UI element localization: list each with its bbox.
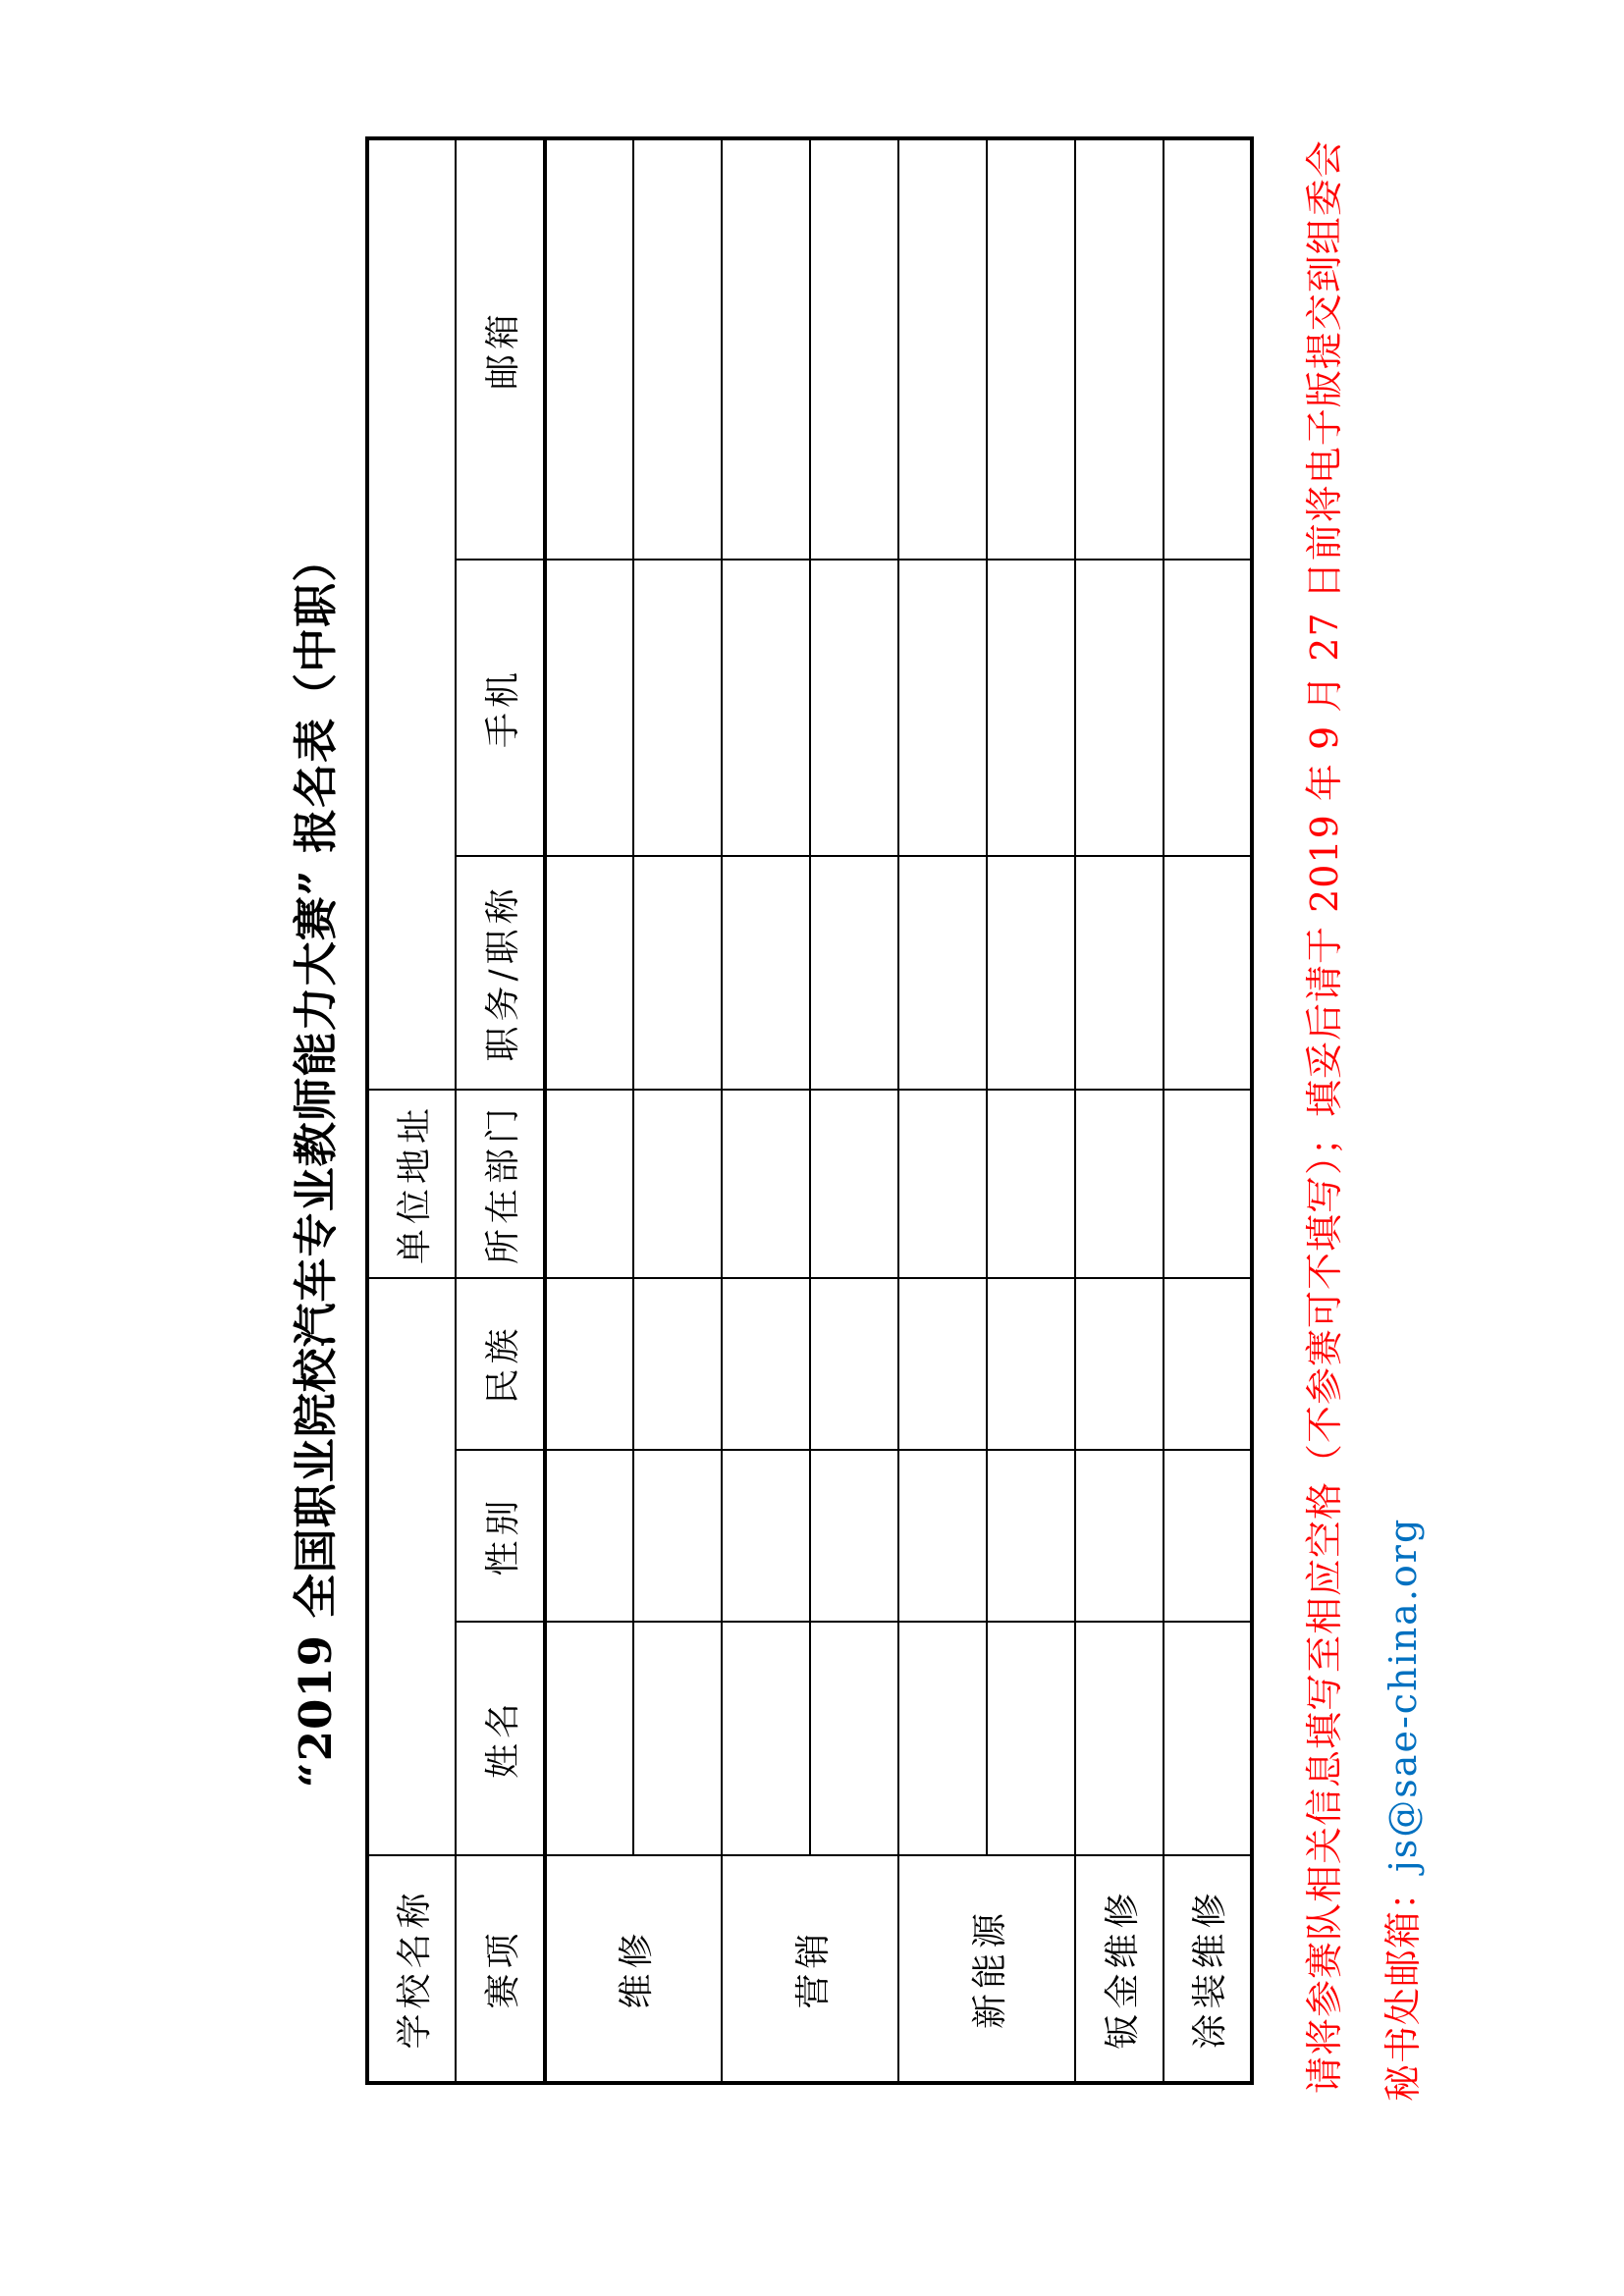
empty-cell bbox=[545, 856, 633, 1090]
note-line-2 bbox=[1380, 1518, 1426, 2102]
unit-address-header: 单位地址 bbox=[367, 1090, 456, 1278]
empty-cell bbox=[898, 1278, 987, 1450]
empty-cell bbox=[1164, 1090, 1252, 1278]
empty-cell bbox=[722, 1450, 810, 1622]
empty-cell bbox=[545, 138, 633, 560]
empty-cell bbox=[722, 1090, 810, 1278]
empty-cell bbox=[633, 560, 722, 856]
registration-table-body bbox=[367, 138, 1252, 2083]
school-name-input-cell bbox=[367, 1278, 456, 1855]
secretariat-mailbox-label: 秘书处邮箱： bbox=[1381, 1871, 1425, 2102]
empty-cell bbox=[1164, 138, 1252, 560]
table-row-sheet-metal bbox=[1075, 138, 1164, 2083]
empty-cell bbox=[1164, 560, 1252, 856]
empty-cell bbox=[633, 1278, 722, 1450]
event-header: 赛项 bbox=[456, 1855, 545, 2083]
category-label-repair: 维修 bbox=[545, 1855, 722, 2083]
school-name-header: 学校名称 bbox=[367, 1855, 456, 2083]
empty-cell bbox=[810, 1278, 898, 1450]
empty-cell bbox=[810, 856, 898, 1090]
empty-cell bbox=[545, 560, 633, 856]
empty-cell bbox=[1164, 1450, 1252, 1622]
empty-cell bbox=[898, 1090, 987, 1278]
empty-cell bbox=[1164, 856, 1252, 1090]
category-label-new-energy: 新能源 bbox=[898, 1855, 1075, 2083]
table-row-repair-2 bbox=[633, 138, 722, 2083]
empty-cell bbox=[810, 1450, 898, 1622]
page-title: “2019 全国职业院校汽车专业教师能力大赛” 报名表（中职） bbox=[290, 536, 342, 1789]
empty-cell bbox=[633, 1622, 722, 1855]
empty-cell bbox=[810, 138, 898, 560]
empty-cell bbox=[987, 1622, 1075, 1855]
table-row-new-energy-2 bbox=[987, 138, 1075, 2083]
table-row-marketing-2 bbox=[810, 138, 898, 2083]
empty-cell bbox=[987, 1278, 1075, 1450]
empty-cell bbox=[987, 856, 1075, 1090]
empty-cell bbox=[987, 1450, 1075, 1622]
table-row-repair-1 bbox=[545, 138, 633, 2083]
secretariat-email-link[interactable]: js@sae-china.org bbox=[1381, 1517, 1425, 1872]
empty-cell bbox=[1075, 856, 1164, 1090]
empty-cell bbox=[1075, 560, 1164, 856]
ethnicity-header: 民族 bbox=[456, 1278, 545, 1450]
empty-cell bbox=[898, 1450, 987, 1622]
empty-cell bbox=[633, 1450, 722, 1622]
empty-cell bbox=[987, 560, 1075, 856]
empty-cell bbox=[1075, 1278, 1164, 1450]
empty-cell bbox=[722, 138, 810, 560]
note-line-1: 请将参赛队相关信息填写至相应空格（不参赛可不填写）；填妥后请于 2019 年 9 月 27 日前将电子版提交到组委会 bbox=[1303, 139, 1346, 2094]
empty-cell bbox=[633, 138, 722, 560]
empty-cell bbox=[810, 1090, 898, 1278]
empty-cell bbox=[1164, 1278, 1252, 1450]
empty-cell bbox=[1075, 1622, 1164, 1855]
job-title-header: 职务/职称 bbox=[456, 856, 545, 1090]
mobile-header: 手机 bbox=[456, 560, 545, 856]
category-label-painting: 涂装维修 bbox=[1164, 1855, 1252, 2083]
table-row-field-headers bbox=[456, 138, 545, 2083]
empty-cell bbox=[545, 1450, 633, 1622]
empty-cell bbox=[1075, 1090, 1164, 1278]
empty-cell bbox=[810, 1622, 898, 1855]
category-label-marketing: 营销 bbox=[722, 1855, 898, 2083]
email-header: 邮箱 bbox=[456, 138, 545, 560]
department-header: 所在部门 bbox=[456, 1090, 545, 1278]
empty-cell bbox=[898, 856, 987, 1090]
empty-cell bbox=[898, 1622, 987, 1855]
empty-cell bbox=[722, 1622, 810, 1855]
empty-cell bbox=[722, 560, 810, 856]
empty-cell bbox=[633, 1090, 722, 1278]
empty-cell bbox=[722, 1278, 810, 1450]
unit-address-input-cell bbox=[367, 138, 456, 1090]
category-label-sheet-metal: 钣金维修 bbox=[1075, 1855, 1164, 2083]
table-row-school bbox=[367, 138, 456, 2083]
table-row-new-energy-1 bbox=[898, 138, 987, 2083]
empty-cell bbox=[898, 138, 987, 560]
empty-cell bbox=[545, 1622, 633, 1855]
empty-cell bbox=[1075, 138, 1164, 560]
gender-header: 性别 bbox=[456, 1450, 545, 1622]
name-header: 姓名 bbox=[456, 1622, 545, 1855]
empty-cell bbox=[987, 138, 1075, 560]
table-row-marketing-1 bbox=[722, 138, 810, 2083]
empty-cell bbox=[1164, 1622, 1252, 1855]
registration-table bbox=[365, 136, 1254, 2085]
table-row-painting bbox=[1164, 138, 1252, 2083]
empty-cell bbox=[633, 856, 722, 1090]
empty-cell bbox=[722, 856, 810, 1090]
empty-cell bbox=[898, 560, 987, 856]
empty-cell bbox=[545, 1278, 633, 1450]
empty-cell bbox=[1075, 1450, 1164, 1622]
empty-cell bbox=[987, 1090, 1075, 1278]
empty-cell bbox=[545, 1090, 633, 1278]
empty-cell bbox=[810, 560, 898, 856]
